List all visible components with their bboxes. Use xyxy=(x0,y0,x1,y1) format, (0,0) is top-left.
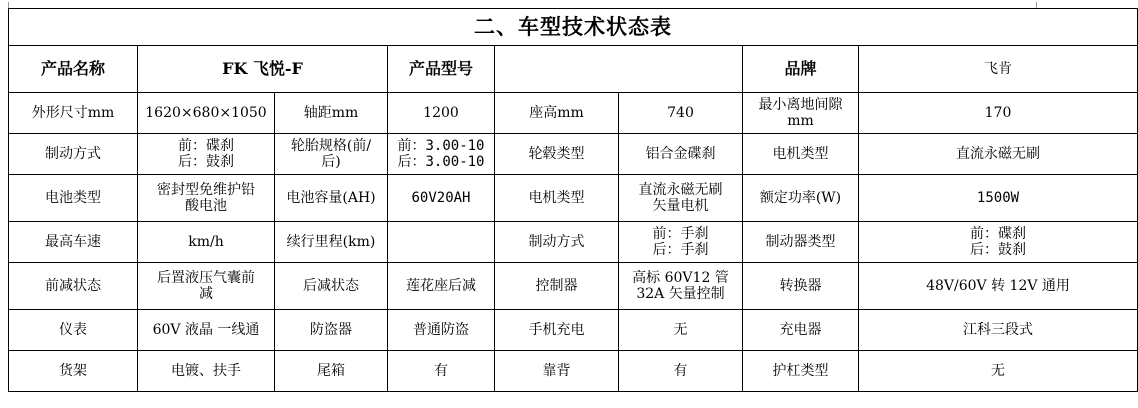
front-suspension-line: 后置液压气囊前 xyxy=(157,270,255,286)
dimensions-label: 外形尺寸mm xyxy=(9,93,138,134)
wheelbase-value: 1200 xyxy=(388,93,495,134)
rear-suspension-value: 莲花座后减 xyxy=(388,263,495,310)
battery-type-label: 电池类型 xyxy=(9,175,138,222)
motor-type-value-2 xyxy=(619,175,743,222)
brake-method-label-2: 制动方式 xyxy=(495,222,619,263)
motor-type-label-2: 电机类型 xyxy=(495,175,619,222)
anti-theft-label: 防盗器 xyxy=(275,310,388,351)
backrest-value: 有 xyxy=(619,351,743,392)
converter-label: 转换器 xyxy=(743,263,859,310)
controller-line: 高标 60V12 管 xyxy=(632,270,729,286)
controller-label: 控制器 xyxy=(495,263,619,310)
tire-spec-line: 前：3.00-10 xyxy=(397,138,485,154)
phone-charging-label: 手机充电 xyxy=(495,310,619,351)
page-top-margin xyxy=(0,0,1042,8)
backrest-label: 靠背 xyxy=(495,351,619,392)
ground-clearance-label-line: mm xyxy=(787,113,814,129)
vehicle-spec-table xyxy=(8,8,1138,392)
motor-type-value: 直流永磁无刷 xyxy=(859,134,1138,175)
rear-suspension-label: 后减状态 xyxy=(275,263,388,310)
brake-method-line: 前：碟刹 xyxy=(178,138,234,154)
dimensions-value: 1620×680×1050 xyxy=(138,93,275,134)
charger-value: 江科三段式 xyxy=(859,310,1138,351)
ground-clearance-value: 170 xyxy=(859,93,1138,134)
motor-type-label: 电机类型 xyxy=(743,134,859,175)
hub-type-label: 轮毂类型 xyxy=(495,134,619,175)
range-value xyxy=(388,222,495,263)
seat-height-label: 座高mm xyxy=(495,93,619,134)
front-suspension-value xyxy=(138,263,275,310)
brand-label: 品牌 xyxy=(743,46,859,93)
instrument-label: 仪表 xyxy=(9,310,138,351)
battery-type-value xyxy=(138,175,275,222)
bumper-type-label: 护杠类型 xyxy=(743,351,859,392)
brake-type-line: 前：碟刹 xyxy=(970,226,1026,242)
brake-method-value xyxy=(138,134,275,175)
hub-type-value: 铝合金碟刹 xyxy=(619,134,743,175)
tire-spec-value xyxy=(388,134,495,175)
range-label: 续行里程(km) xyxy=(275,222,388,263)
product-name-value: FK 飞悦-F xyxy=(138,46,388,93)
ground-clearance-label-line: 最小离地间隙 xyxy=(758,97,843,113)
product-name-label: 产品名称 xyxy=(9,46,138,93)
battery-capacity-value: 60V20AH xyxy=(388,175,495,222)
controller-line: 32A 矢量控制 xyxy=(636,286,725,302)
tire-spec-label-line: 后) xyxy=(321,154,341,170)
motor-type-line: 矢量电机 xyxy=(652,198,709,214)
product-model-label: 产品型号 xyxy=(388,46,495,93)
rated-power-label: 额定功率(W) xyxy=(743,175,859,222)
brake-method-value-2 xyxy=(619,222,743,263)
brake-method-line: 后：鼓刹 xyxy=(178,154,234,170)
brake-method-line: 后：手刹 xyxy=(652,242,709,258)
rated-power-value: 1500W xyxy=(859,175,1138,222)
bumper-type-value: 无 xyxy=(859,351,1138,392)
product-model-value xyxy=(495,46,743,93)
tire-spec-label-line: 轮胎规格(前/ xyxy=(290,138,372,154)
front-suspension-label: 前减状态 xyxy=(9,263,138,310)
brake-method-line: 前：手刹 xyxy=(652,226,709,242)
wheelbase-label: 轴距mm xyxy=(275,93,388,134)
max-speed-value: km/h xyxy=(138,222,275,263)
controller-value xyxy=(619,263,743,310)
tire-spec-line: 后：3.00-10 xyxy=(397,154,485,170)
brake-type-line: 后：鼓刹 xyxy=(970,242,1026,258)
tire-spec-label xyxy=(275,134,388,175)
table-title: 二、车型技术状态表 xyxy=(9,9,1138,46)
instrument-value: 60V 液晶 一线通 xyxy=(138,310,275,351)
battery-type-line: 密封型免维护铅 xyxy=(157,182,255,198)
battery-capacity-label: 电池容量(AH) xyxy=(275,175,388,222)
phone-charging-value: 无 xyxy=(619,310,743,351)
rack-label: 货架 xyxy=(9,351,138,392)
ground-clearance-label xyxy=(743,93,859,134)
rack-value: 电镀、扶手 xyxy=(138,351,275,392)
brake-method-label: 制动方式 xyxy=(9,134,138,175)
brand-value: 飞肯 xyxy=(859,46,1138,93)
converter-value: 48V/60V 转 12V 通用 xyxy=(859,263,1138,310)
seat-height-value: 740 xyxy=(619,93,743,134)
tail-box-label: 尾箱 xyxy=(275,351,388,392)
brake-type-label: 制动器类型 xyxy=(743,222,859,263)
max-speed-label: 最高车速 xyxy=(9,222,138,263)
tail-box-value: 有 xyxy=(388,351,495,392)
anti-theft-value: 普通防盗 xyxy=(388,310,495,351)
motor-type-line: 直流永磁无刷 xyxy=(638,182,723,198)
charger-label: 充电器 xyxy=(743,310,859,351)
battery-type-line: 酸电池 xyxy=(185,198,227,214)
front-suspension-line: 减 xyxy=(199,286,213,302)
brake-type-value xyxy=(859,222,1138,263)
